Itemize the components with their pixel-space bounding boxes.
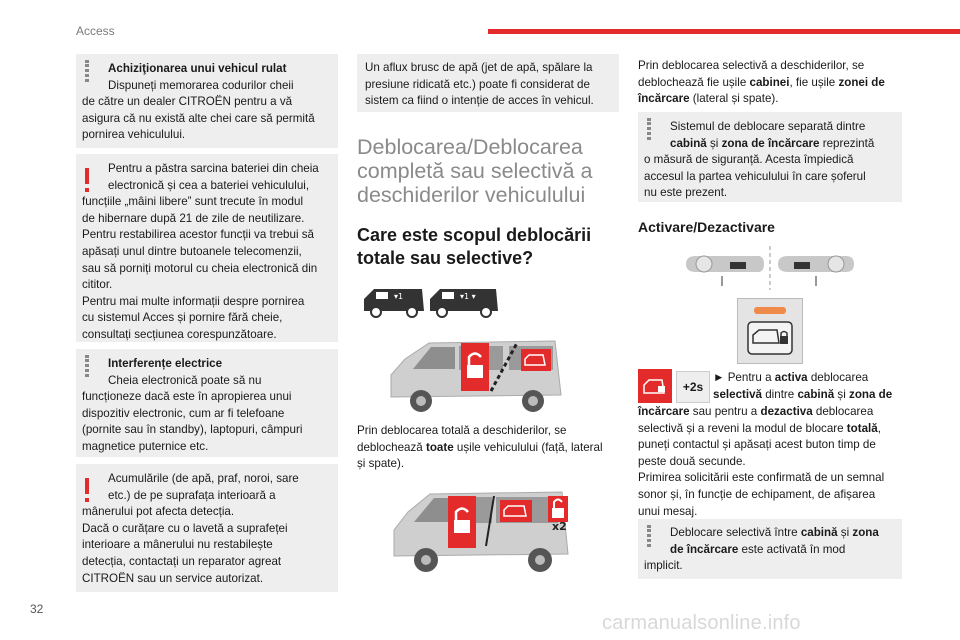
van-silhouettes-icon — [360, 283, 500, 319]
note-separate-unlock: Sistemul de deblocare separată dintre cabină și zona de încărcare reprezintă o măsură de siguranță. Acesta împiedică accesul la partea vehiculului în care șoferul nu este prezent. — [638, 112, 902, 202]
van-short-icon — [364, 289, 424, 317]
section-title: Access — [76, 24, 115, 38]
total-unlock-description: Prin deblocarea totală a deschiderilor, se deblochează toate ușile vehiculului (față, lateral și spate). — [357, 424, 603, 471]
note-title: Interferențe electrice — [108, 357, 223, 370]
note-water-jet: Un aflux brusc de apă (jet de apă, spălare la presiune ridicată etc.) poate fi considerat de sistem ca fiind o intenție de acces în vehicul. — [357, 54, 619, 112]
note-default-selective: Deblocare selectivă între cabină și zona de încărcare este activată în mod implicit. — [638, 519, 902, 579]
warning-hibernation: Pentru a păstra sarcina bateriei din cheia electronică și cea a bateriei vehiculului, funcțiile „mâini libere” sunt trecute în modul de hibernare după 21 de zile de neutilizare. Pentru restabilirea acestor funcții va trebui să apăsați unul dintre butoanele telecomenzii, sau să porniți motorul cu cheia electronică din cititor. Pentru mai multe informații despre pornirea cu sistemul Acces și pornire fără cheie, consultați secțiunea corespunzătoare. — [76, 154, 338, 342]
watermark: carmanualsonline.info — [602, 612, 801, 634]
warning-icon — [85, 478, 89, 494]
section-heading: Deblocarea/Deblocarea completă sau selectivă a deschiderilor vehiculului — [357, 135, 593, 207]
press-twice-badge: x2 — [552, 520, 567, 533]
header-accent-bar — [488, 29, 960, 34]
note-electrical-interference: Interferențe electrice Cheia electronică poate să nu funcționeze dacă este în apropierea unui dispozitiv electronic, cum ar fi telefoane (pornite sau în standby), laptopuri, câmpuri magnetice puternice etc. — [76, 349, 338, 457]
dashboard-left-icon — [686, 256, 764, 286]
press-two-seconds-icon: +2s — [676, 371, 710, 403]
note-title: Achiziţionarea unui vehicul rulat — [108, 62, 287, 75]
svg-text:▾1: ▾1 — [394, 292, 404, 301]
info-icon — [647, 529, 651, 549]
selective-unlock-symbol-icon — [638, 369, 672, 403]
svg-text:▾1 ▾: ▾1 ▾ — [460, 292, 476, 301]
van-selective-unlock-illustration — [390, 482, 576, 574]
note-used-vehicle: Achiziţionarea unui vehicul rulat Dispuneți memorarea codurilor cheii de către un dealer CITROËN pentru a vă asigura că nu există alte chei care să permită pornirea vehiculului. — [76, 54, 338, 148]
activation-heading: Activare/Dezactivare — [638, 219, 775, 235]
van-total-unlock-illustration — [385, 335, 565, 415]
selective-unlock-button — [737, 298, 803, 364]
info-icon — [85, 64, 89, 84]
dashboard-right-icon — [778, 256, 854, 286]
activation-line2: selectivă dintre cabină și zona de — [713, 388, 893, 401]
indicator-led — [754, 307, 786, 314]
page-number: 32 — [30, 602, 44, 616]
selective-unlock-description: Prin deblocarea selectivă a deschiderilor, se deblochează fie ușile cabinei, fie ușile zonei de încărcare (lateral și spate). — [638, 59, 885, 106]
warning-handle-deposits: Acumulările (de apă, praf, noroi, sare etc.) de pe suprafața interioară a mânerului pot afecta detecția. Dacă o curățare cu o lavetă a suprafeței interioare a mânerului nu restabilește detecția, contactați un reparator agreat CITROËN sau un service autorizat. — [76, 464, 338, 592]
dashboard-location-illustration — [686, 246, 856, 290]
subsection-heading: Care este scopul deblocării totale sau selective? — [357, 225, 592, 268]
activation-instructions: încărcare sau pentru a dezactiva deblocarea selectivă și a reveni la modul de blocare totală, puneți contactul și apăsați acest buton timp de peste două secunde. Primirea solicitării este confirmată de un semnal sonor și, în funcție de echipament, de afișarea unui mesaj. — [638, 405, 885, 518]
unlock-indicator-cargo — [500, 500, 532, 522]
van-padlock-icon — [747, 321, 793, 355]
info-icon — [85, 359, 89, 379]
van-long-icon — [430, 289, 498, 317]
activation-line1: ► Pentru a activa deblocarea — [713, 371, 869, 384]
warning-icon — [85, 168, 89, 184]
info-icon — [647, 122, 651, 142]
